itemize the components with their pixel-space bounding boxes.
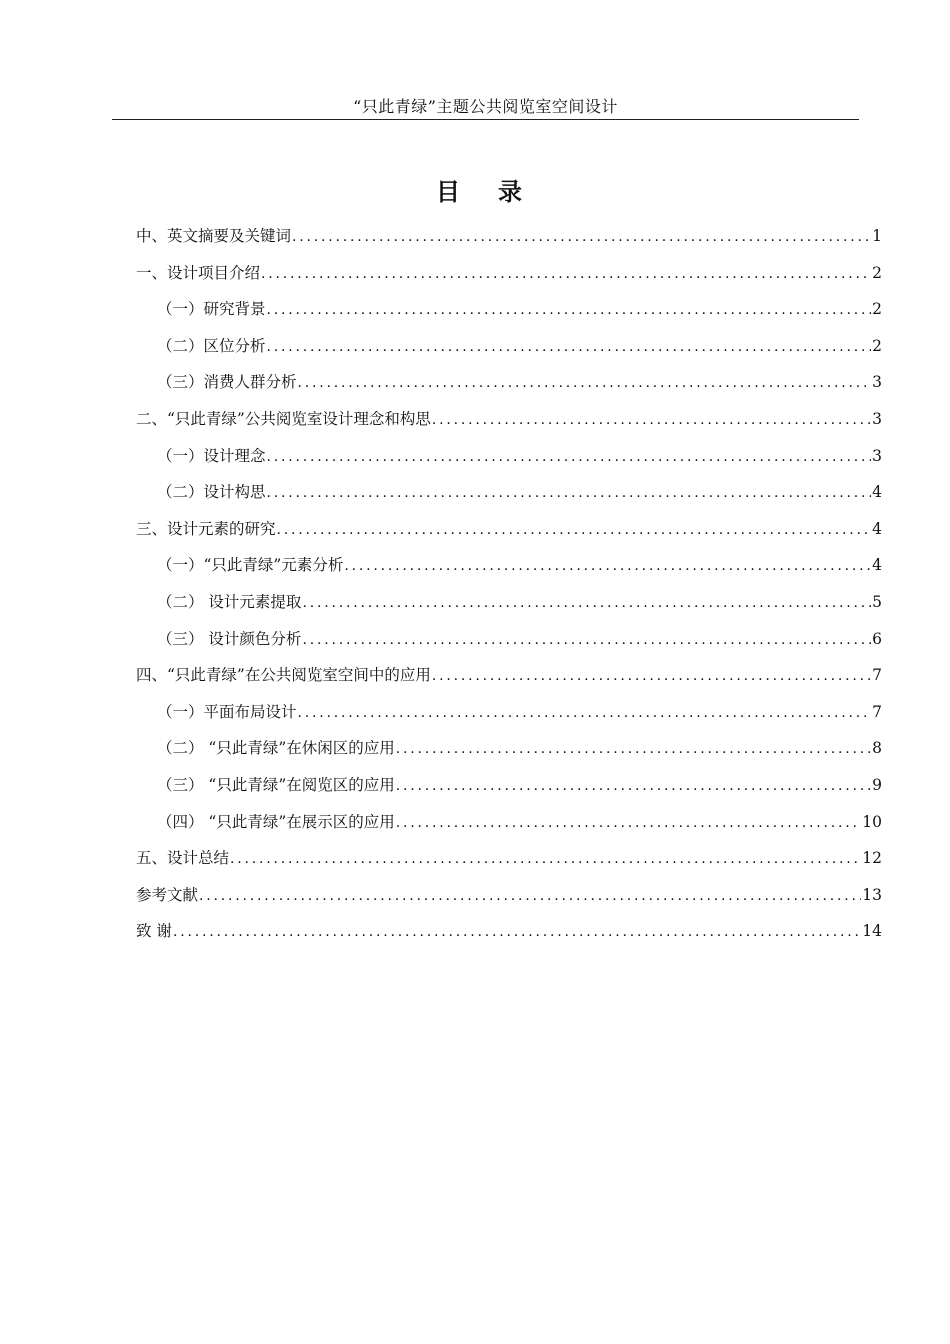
- toc-entry[interactable]: [136, 840, 882, 877]
- toc-entry[interactable]: [136, 694, 882, 731]
- toc-entry-label: （一）研究背景: [157, 300, 266, 319]
- toc-entry[interactable]: [136, 804, 882, 841]
- toc-entry[interactable]: [136, 364, 882, 401]
- dot-leader: [292, 219, 871, 256]
- toc-entry[interactable]: [136, 438, 882, 475]
- toc-entry[interactable]: [136, 291, 882, 328]
- toc-entry-page: 1: [872, 227, 882, 245]
- toc-entry-page: 4: [872, 556, 882, 575]
- toc-entry[interactable]: [136, 767, 882, 804]
- toc-entry-page: 2: [872, 263, 882, 282]
- toc-entry-label: （四） “只此青绿”在展示区的应用: [157, 812, 395, 831]
- toc-entry-label: （二） “只此青绿”在休闲区的应用: [157, 739, 395, 758]
- toc-entry-page: 4: [872, 519, 882, 538]
- dot-leader: [302, 585, 871, 622]
- toc-entry[interactable]: [136, 621, 882, 658]
- toc-entry-label: （一）平面布局设计: [157, 702, 297, 721]
- toc-entry-label: 二、“只此青绿”公共阅览室设计理念和构思: [136, 409, 431, 428]
- dot-leader: [267, 475, 872, 512]
- dot-leader: [298, 695, 872, 732]
- toc-entry-page: 10: [862, 812, 882, 831]
- toc-entry-page: 4: [872, 483, 882, 502]
- toc-entry-page: 8: [872, 739, 882, 758]
- dot-leader: [261, 256, 871, 293]
- toc-entry[interactable]: [136, 547, 882, 584]
- toc-entry-page: 14: [862, 922, 882, 941]
- dot-leader: [344, 548, 871, 585]
- toc-entry[interactable]: [136, 877, 882, 914]
- dot-leader: [199, 878, 861, 915]
- toc-entry-label: 中、英文摘要及关键词: [136, 227, 292, 245]
- toc-entry-label: 四、“只此青绿”在公共阅览室空间中的应用: [136, 666, 431, 685]
- toc-entry-label: 五、设计总结: [136, 849, 230, 868]
- toc-entry-page: 12: [862, 849, 882, 868]
- header-rule: [112, 119, 859, 120]
- toc-entry[interactable]: [136, 511, 882, 548]
- dot-leader: [396, 768, 871, 805]
- toc-entry[interactable]: [136, 255, 882, 292]
- toc-entry-label: 三、设计元素的研究: [136, 519, 276, 538]
- toc-entry-label: （三）消费人群分析: [157, 373, 297, 392]
- dot-leader: [277, 512, 872, 549]
- toc-entry[interactable]: [136, 657, 882, 694]
- dot-leader: [396, 731, 871, 768]
- toc-entry-page: 2: [872, 336, 882, 355]
- toc-entry[interactable]: [136, 328, 882, 365]
- toc-entry-page: 3: [872, 446, 882, 465]
- toc-entry[interactable]: [136, 730, 882, 767]
- dot-leader: [267, 292, 872, 329]
- toc-entry-label: 参考文献: [136, 885, 199, 904]
- toc-entry-label: 致 谢: [136, 922, 172, 941]
- toc-entry-page: 3: [872, 373, 882, 392]
- toc-entry-label: （二）设计构思: [157, 483, 266, 502]
- toc-title: 目录: [436, 177, 560, 206]
- toc-entry-label: （二） 设计元素提取: [157, 592, 302, 611]
- toc-entry-label: （三） 设计颜色分析: [157, 629, 302, 648]
- toc-entry[interactable]: [136, 474, 882, 511]
- toc-entry-label: 一、设计项目介绍: [136, 263, 261, 282]
- dot-leader: [432, 402, 871, 439]
- toc-entry[interactable]: [136, 401, 882, 438]
- dot-leader: [298, 365, 872, 402]
- toc-entry-page: 7: [872, 702, 882, 721]
- dot-leader: [432, 658, 871, 695]
- table-of-contents: [136, 218, 882, 950]
- dot-leader: [396, 805, 861, 842]
- dot-leader: [173, 914, 861, 951]
- dot-leader: [267, 329, 872, 366]
- toc-entry-label: （一）设计理念: [157, 446, 266, 465]
- toc-entry-label: （三） “只此青绿”在阅览区的应用: [157, 775, 395, 794]
- toc-entry-page: 3: [872, 409, 882, 428]
- dot-leader: [267, 439, 872, 476]
- toc-entry-label: （二）区位分析: [157, 336, 266, 355]
- toc-entry-page: 13: [862, 885, 882, 904]
- toc-entry[interactable]: [136, 913, 882, 950]
- toc-entry-page: 7: [872, 666, 882, 685]
- dot-leader: [302, 622, 871, 659]
- toc-entry-page: 6: [872, 629, 882, 648]
- toc-entry-page: 2: [872, 300, 882, 319]
- running-header: “只此青绿”主题公共阅览室空间设计: [353, 97, 618, 116]
- toc-entry[interactable]: [136, 584, 882, 621]
- toc-entry-page: 9: [872, 775, 882, 794]
- toc-entry[interactable]: [136, 218, 882, 255]
- toc-entry-page: 5: [872, 592, 882, 611]
- toc-entry-label: （一）“只此青绿”元素分析: [157, 556, 344, 575]
- dot-leader: [230, 841, 861, 878]
